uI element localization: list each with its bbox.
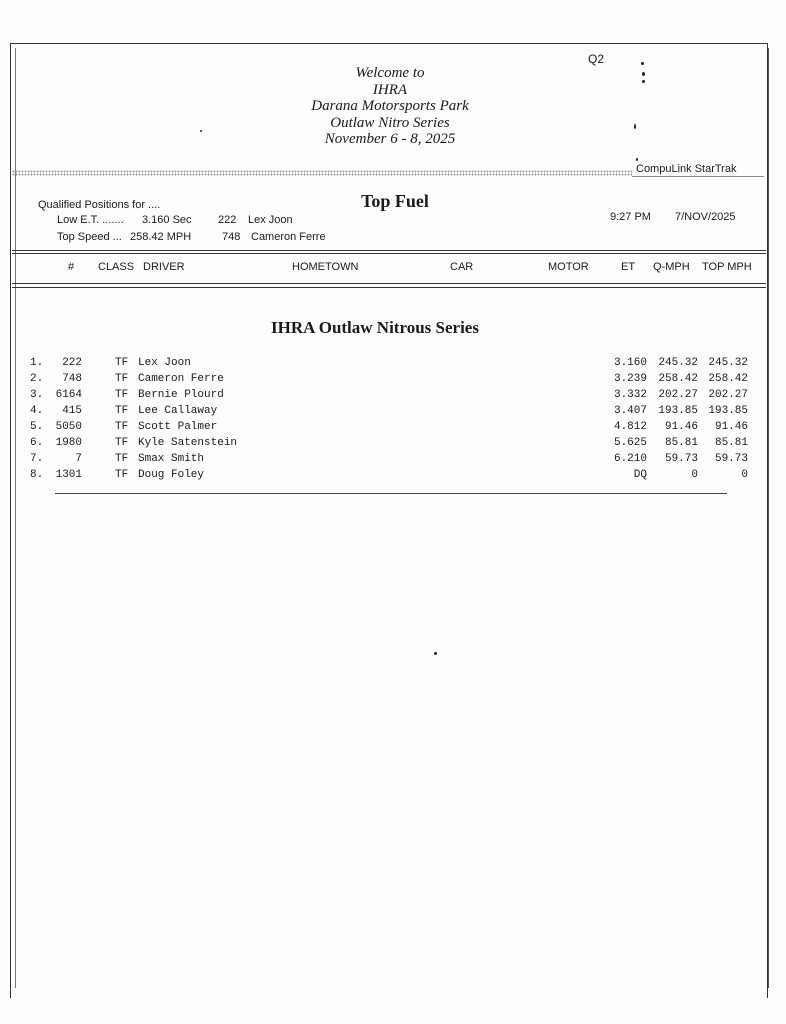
qualified-label: Qualified Positions for .... [38,199,161,211]
header-rule-top [12,250,766,251]
result-et: 6.210 [613,453,647,465]
col-et: ET [621,261,636,273]
result-top-mph: 91.46 [714,421,748,433]
result-position: 5. [30,421,44,433]
result-q-mph: 258.42 [658,373,698,385]
result-class: TF [115,373,129,385]
divider-line [632,176,764,177]
top-speed-driver: Cameron Ferre [251,231,326,243]
header-rule-bottom-2 [12,287,766,288]
low-et-driver: Lex Joon [248,214,293,226]
welcome-line: Welcome to [355,65,425,81]
col-class: CLASS [98,261,135,273]
scan-speck [434,652,437,655]
result-q-mph: 91.46 [664,421,698,433]
welcome-block [250,65,530,148]
result-number: 222 [62,357,82,369]
result-number: 1980 [55,437,82,449]
result-top-mph: 85.81 [714,437,748,449]
result-class: TF [115,405,129,417]
col-top-mph: TOP MPH [702,261,752,273]
result-position: 8. [30,469,44,481]
low-et-value: 3.160 Sec [142,214,192,226]
result-q-mph: 193.85 [658,405,698,417]
result-et: 4.812 [613,421,647,433]
result-number: 5050 [55,421,82,433]
section-title: IHRA Outlaw Nitrous Series [271,318,479,337]
result-position: 6. [30,437,44,449]
result-top-mph: 193.85 [708,405,748,417]
result-position: 4. [30,405,44,417]
result-row [0,373,786,389]
result-q-mph: 0 [691,469,698,481]
result-et: 3.160 [613,357,647,369]
low-et-label: Low E.T. ....... [57,214,124,226]
result-class: TF [115,357,129,369]
result-driver: Doug Foley [138,469,205,481]
result-top-mph: 245.32 [708,357,748,369]
result-class: TF [115,437,129,449]
result-row [0,437,786,453]
result-number: 7 [75,453,82,465]
header-rule-bottom [12,283,766,284]
col-motor: MOTOR [548,261,589,273]
dotted-divider [12,170,632,176]
result-row [0,405,786,421]
event-title: Top Fuel [361,191,429,211]
result-number: 748 [62,373,82,385]
col-q-mph: Q-MPH [653,261,690,273]
scan-speck [642,72,645,76]
result-q-mph: 202.27 [658,389,698,401]
top-speed-label: Top Speed ... [57,231,122,243]
result-driver: Scott Palmer [138,421,218,433]
result-driver: Lee Callaway [138,405,218,417]
result-driver: Smax Smith [138,453,205,465]
result-et: 5.625 [613,437,647,449]
result-class: TF [115,389,129,401]
col-car: CAR [450,261,474,273]
result-position: 2. [30,373,44,385]
result-q-mph: 59.73 [664,453,698,465]
result-position: 1. [30,357,44,369]
low-et-number: 222 [218,214,237,226]
scan-speck [634,124,636,129]
top-speed-number: 748 [222,231,241,243]
scan-speck [636,158,638,161]
result-number: 415 [62,405,82,417]
result-row [0,421,786,437]
result-row [0,357,786,373]
result-row [0,389,786,405]
result-row [0,469,786,485]
result-et: DQ [633,469,647,481]
result-et: 3.332 [613,389,647,401]
result-row [0,453,786,469]
col-driver: DRIVER [143,261,185,273]
results-bottom-rule [55,493,727,494]
result-top-mph: 0 [741,469,748,481]
result-class: TF [115,469,129,481]
result-class: TF [115,453,129,465]
welcome-line: Darana Motorsports Park [311,98,469,114]
page-id: Q2 [588,52,605,66]
result-top-mph: 258.42 [708,373,748,385]
result-position: 7. [30,453,44,465]
result-driver: Kyle Satenstein [138,437,238,449]
result-q-mph: 245.32 [658,357,698,369]
top-speed-value: 258.42 MPH [130,231,192,243]
welcome-line: Outlaw Nitro Series [330,114,450,131]
header-rule-top-2 [12,253,766,254]
page-frame-inner [15,48,769,988]
col-hometown: HOMETOWN [292,261,359,273]
result-top-mph: 59.73 [714,453,748,465]
result-driver: Bernie Plourd [138,389,224,401]
report-time: 9:27 PM [610,211,651,223]
result-et: 3.407 [613,405,647,417]
result-top-mph: 202.27 [708,389,748,401]
result-class: TF [115,421,129,433]
result-number: 1301 [55,469,82,481]
welcome-line: IHRA [372,81,408,98]
result-driver: Cameron Ferre [138,373,224,385]
result-et: 3.239 [613,373,647,385]
scan-speck [642,80,645,83]
result-q-mph: 85.81 [664,437,698,449]
col-number: # [68,261,75,273]
result-driver: Lex Joon [138,357,191,369]
scan-speck [641,62,644,65]
welcome-line: November 6 - 8, 2025 [324,131,456,147]
brand-label: CompuLink StarTrak [636,163,737,175]
result-position: 3. [30,389,44,401]
report-date: 7/NOV/2025 [675,211,736,223]
result-number: 6164 [55,389,82,401]
scan-speck [200,130,202,132]
